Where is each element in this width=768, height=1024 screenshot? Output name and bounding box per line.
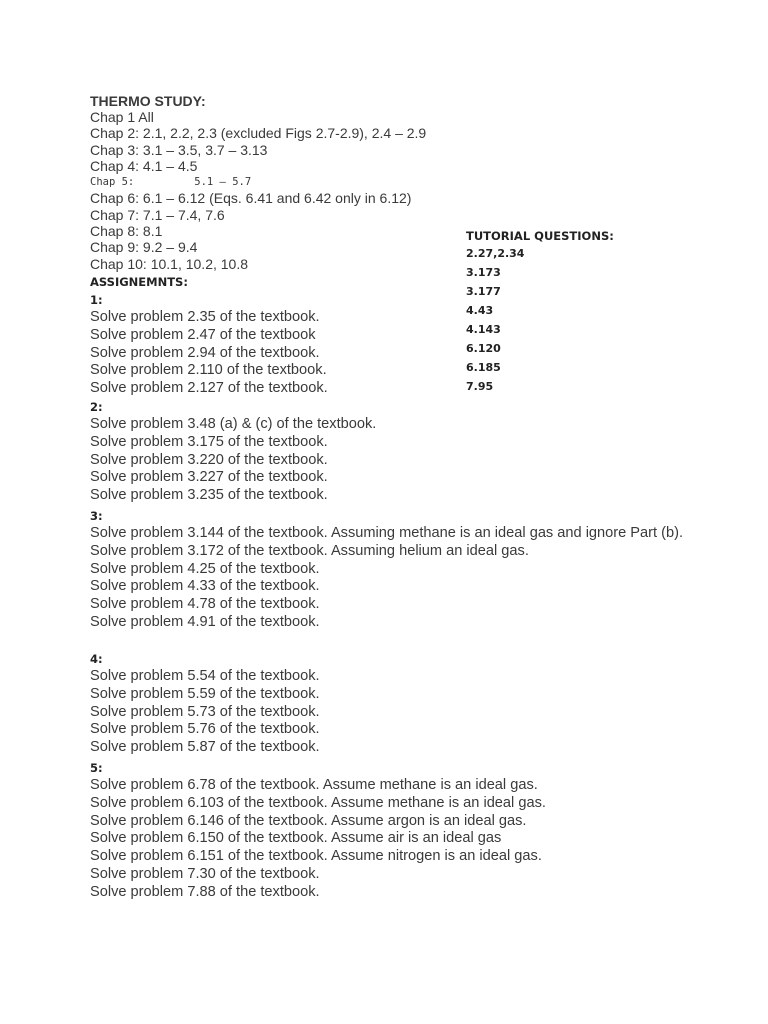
study-line: Chap 2: 2.1, 2.2, 2.3 (excluded Figs 2.7-2.9), 2.4 – 2.9: [90, 125, 427, 142]
assignment-item: Solve problem 6.103 of the textbook. Assume methane is an ideal gas.: [90, 794, 546, 811]
assignment-item: Solve problem 3.48 (a) & (c) of the textbook.: [90, 416, 377, 432]
assignment-item: Solve problem 4.25 of the textbook.: [90, 560, 320, 577]
assignment-group-4: [90, 650, 320, 757]
tutorial-questions: [466, 228, 614, 396]
assignment-item: Solve problem 3.144 of the textbook. Assuming methane is an ideal gas and ignore Part (b).: [90, 525, 684, 541]
page-title: THERMO STUDY:: [90, 93, 206, 109]
assignment-item: Solve problem 3.175 of the textbook.: [90, 433, 328, 450]
chap5-label: Chap 5:: [90, 176, 135, 189]
assignment-item: Solve problem 7.88 of the textbook.: [90, 883, 320, 900]
assignment-item: Solve problem 2.35 of the textbook.: [90, 309, 320, 325]
assignment-group-2: [90, 398, 376, 505]
assignment-item: Solve problem 6.146 of the textbook. Assume argon is an ideal gas.: [90, 812, 527, 829]
assignment-item: Solve problem 4.33 of the textbook.: [90, 578, 320, 595]
assignment-item: Solve problem 5.87 of the textbook.: [90, 739, 320, 756]
assignment-group-1: [90, 291, 328, 398]
tutorial-item: 6.185: [466, 361, 501, 374]
assignment-item: Solve problem 5.54 of the textbook.: [90, 668, 320, 684]
tutorial-item: 3.177: [466, 285, 501, 298]
tutorial-item: 7.95: [466, 380, 494, 393]
assignment-item: Solve problem 7.30 of the textbook.: [90, 865, 320, 882]
assignment-item: Solve problem 3.172 of the textbook. Assuming helium an ideal gas.: [90, 542, 529, 559]
study-line: Chap 6: 6.1 – 6.12 (Eqs. 6.41 and 6.42 only in 6.12): [90, 190, 412, 207]
assignment-item: Solve problem 2.110 of the textbook.: [90, 362, 327, 379]
study-line-chap5: [90, 174, 426, 190]
tutorial-title: TUTORIAL QUESTIONS:: [466, 229, 614, 243]
study-line: Chap 3: 3.1 – 3.5, 3.7 – 3.13: [90, 141, 268, 158]
assignment-item: Solve problem 5.59 of the textbook.: [90, 685, 320, 702]
assignment-item: Solve problem 2.94 of the textbook.: [90, 344, 320, 361]
study-line: Chap 7: 7.1 – 7.4, 7.6: [90, 206, 225, 223]
study-list: [90, 109, 426, 272]
assignment-item: Solve problem 3.220 of the textbook.: [90, 451, 328, 468]
study-line: Chap 4: 4.1 – 4.5: [90, 157, 198, 174]
assignment-item: Solve problem 3.235 of the textbook.: [90, 487, 328, 504]
study-line: Chap 10: 10.1, 10.2, 10.8: [90, 255, 249, 272]
tutorial-item: 3.173: [466, 266, 501, 279]
assignment-item: Solve problem 5.73 of the textbook.: [90, 703, 320, 720]
assignment-item: Solve problem 6.150 of the textbook. Assume air is an ideal gas: [90, 830, 502, 847]
assignment-number: 4:: [90, 652, 103, 666]
assignment-number: 5:: [90, 761, 103, 775]
tutorial-item: 4.43: [466, 304, 494, 317]
assignment-group-3: [90, 507, 690, 632]
study-line: Chap 9: 9.2 – 9.4: [90, 239, 198, 256]
chap5-value: 5.1 – 5.7: [194, 176, 252, 189]
assignment-item: Solve problem 2.47 of the textbook: [90, 326, 316, 343]
assignment-number: 2:: [90, 400, 103, 414]
assignment-item: Solve problem 6.78 of the textbook. Assume methane is an ideal gas.: [90, 777, 538, 793]
tutorial-item: 2.27,2.34: [466, 247, 525, 260]
study-line: Chap 1 All: [90, 109, 154, 125]
tutorial-item: 4.143: [466, 323, 501, 336]
assignment-group-5: [90, 759, 546, 902]
assignment-item: Solve problem 4.78 of the textbook.: [90, 596, 320, 613]
assignment-item: Solve problem 3.227 of the textbook.: [90, 469, 328, 486]
assignment-item: Solve problem 5.76 of the textbook.: [90, 721, 320, 738]
assignment-item: Solve problem 2.127 of the textbook.: [90, 380, 328, 397]
assignment-number: 1:: [90, 293, 103, 307]
assignments-header: ASSIGNEMNTS:: [90, 275, 188, 289]
tutorial-item: 6.120: [466, 342, 501, 355]
assignment-item: Solve problem 4.91 of the textbook.: [90, 613, 320, 630]
study-line: Chap 8: 8.1: [90, 223, 163, 240]
assignment-number: 3:: [90, 509, 103, 523]
assignment-item: Solve problem 6.151 of the textbook. Assume nitrogen is an ideal gas.: [90, 848, 542, 865]
